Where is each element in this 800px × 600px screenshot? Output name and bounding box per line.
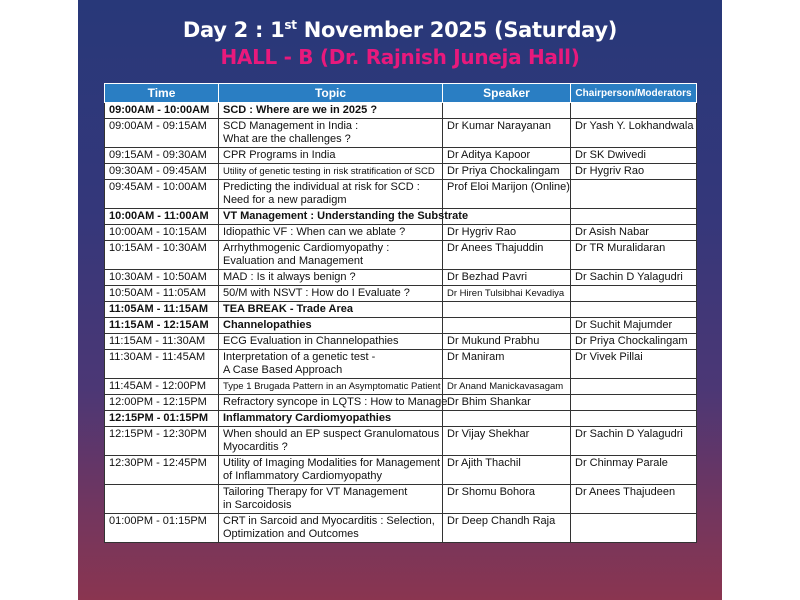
topic-line: Idiopathic VF : When can we ablate ?	[223, 226, 406, 238]
speaker-cell: Prof Eloi Marijon (Online)	[443, 180, 571, 209]
topic-line: Tailoring Therapy for VT Management	[223, 486, 408, 498]
talk-row	[105, 286, 697, 302]
topic-line: Refractory syncope in LQTS : How to Manage	[223, 396, 448, 408]
topic-line: of Inflammatory Cardiomyopathy	[223, 470, 382, 482]
chairperson-cell: Dr Sachin D Yalagudri	[571, 427, 697, 456]
speaker-cell: Dr Mukund Prabhu	[443, 334, 571, 350]
chairperson-cell: Dr SK Dwivedi	[571, 148, 697, 164]
time-cell: 11:15AM - 11:30AM	[105, 334, 219, 350]
topic-cell	[219, 164, 443, 180]
time-cell: 09:00AM - 09:15AM	[105, 119, 219, 148]
chairperson-cell	[571, 209, 697, 225]
topic-cell	[219, 119, 443, 148]
topic-line: Arrhythmogenic Cardiomyopathy :	[223, 242, 390, 254]
speaker-cell: Dr Deep Chandh Raja	[443, 514, 571, 543]
topic-line: VT Management : Understanding the Substrate	[223, 210, 469, 222]
topic-cell	[219, 286, 443, 302]
session-row	[105, 411, 697, 427]
topic-line: Need for a new paradigm	[223, 194, 347, 206]
time-cell: 11:15AM - 12:15AM	[105, 318, 219, 334]
speaker-cell: Dr Aditya Kapoor	[443, 148, 571, 164]
talk-row	[105, 350, 697, 379]
chairperson-cell	[571, 286, 697, 302]
topic-line: What are the challenges ?	[223, 133, 351, 145]
topic-line: Channelopathies	[223, 319, 312, 331]
talk-row	[105, 514, 697, 543]
chairperson-cell: Dr Priya Chockalingam	[571, 334, 697, 350]
talk-row	[105, 334, 697, 350]
schedule-panel	[78, 0, 722, 600]
topic-line: Predicting the individual at risk for SCD :	[223, 181, 420, 193]
topic-cell	[219, 350, 443, 379]
speaker-cell: Dr Hygriv Rao	[443, 225, 571, 241]
topic-cell	[219, 427, 443, 456]
time-cell: 12:00PM - 12:15PM	[105, 395, 219, 411]
talk-row	[105, 456, 697, 485]
topic-line: Myocarditis ?	[223, 441, 288, 453]
talk-row	[105, 119, 697, 148]
talk-row	[105, 241, 697, 270]
speaker-cell	[443, 411, 571, 427]
topic-line: 50/M with NSVT : How do I Evaluate ?	[223, 287, 410, 299]
topic-cell	[219, 270, 443, 286]
topic-line: A Case Based Approach	[223, 364, 343, 376]
session-row	[105, 209, 697, 225]
topic-cell	[219, 148, 443, 164]
time-cell: 10:00AM - 10:15AM	[105, 225, 219, 241]
speaker-cell: Dr Bezhad Pavri	[443, 270, 571, 286]
time-cell: 10:50AM - 11:05AM	[105, 286, 219, 302]
chairperson-cell: Dr Vivek Pillai	[571, 350, 697, 379]
hall-title: HALL - B (Dr. Rajnish Juneja Hall)	[220, 45, 580, 69]
talk-row	[105, 225, 697, 241]
speaker-cell: Dr Anand Manickavasagam	[443, 379, 571, 395]
speaker-cell: Dr Bhim Shankar	[443, 395, 571, 411]
speaker-cell: Dr Kumar Narayanan	[443, 119, 571, 148]
topic-cell	[219, 225, 443, 241]
talk-row	[105, 395, 697, 411]
topic-line: Inflammatory Cardiomyopathies	[223, 412, 392, 424]
topic-line: Evaluation and Management	[223, 255, 364, 267]
topic-cell	[219, 209, 469, 225]
header-time: Time	[105, 84, 219, 103]
topic-cell	[219, 318, 443, 334]
topic-line: CPR Programs in India	[223, 149, 336, 161]
time-cell: 09:00AM - 10:00AM	[105, 103, 219, 119]
talk-row	[105, 485, 697, 514]
talk-row	[105, 270, 697, 286]
topic-line: Type 1 Brugada Pattern in an Asymptomatic Patient	[223, 381, 441, 392]
chairperson-cell: Dr Sachin D Yalagudri	[571, 270, 697, 286]
time-cell: 10:15AM - 10:30AM	[105, 241, 219, 270]
header-chairperson: Chairperson/Moderators	[571, 84, 697, 103]
topic-line: ECG Evaluation in Channelopathies	[223, 335, 399, 347]
speaker-cell	[443, 302, 571, 318]
topic-line: SCD Management in India :	[223, 120, 359, 132]
schedule-table	[104, 83, 697, 543]
topic-cell	[219, 514, 443, 543]
time-cell: 10:00AM - 11:00AM	[105, 209, 219, 225]
chairperson-cell	[571, 379, 697, 395]
topic-line: in Sarcoidosis	[223, 499, 292, 511]
topic-cell	[219, 411, 443, 427]
topic-cell	[219, 302, 443, 318]
time-cell	[105, 485, 219, 514]
time-cell: 12:30PM - 12:45PM	[105, 456, 219, 485]
header-speaker: Speaker	[443, 84, 571, 103]
talk-row	[105, 379, 697, 395]
time-cell: 09:45AM - 10:00AM	[105, 180, 219, 209]
session-row	[105, 318, 697, 334]
topic-cell	[219, 180, 443, 209]
time-cell: 12:15PM - 12:30PM	[105, 427, 219, 456]
topic-cell	[219, 485, 443, 514]
topic-line: MAD : Is it always benign ?	[223, 271, 356, 283]
talk-row	[105, 427, 697, 456]
chairperson-cell: Dr TR Muralidaran	[571, 241, 697, 270]
time-cell: 11:05AM - 11:15AM	[105, 302, 219, 318]
speaker-cell: Dr Hiren Tulsibhai Kevadiya	[443, 286, 571, 302]
chairperson-cell	[571, 514, 697, 543]
talk-row	[105, 148, 697, 164]
time-cell: 09:30AM - 09:45AM	[105, 164, 219, 180]
header-topic: Topic	[219, 84, 443, 103]
speaker-cell: Dr Ajith Thachil	[443, 456, 571, 485]
chairperson-cell: Dr Chinmay Parale	[571, 456, 697, 485]
chairperson-cell	[571, 180, 697, 209]
chairperson-cell: Dr Hygriv Rao	[571, 164, 697, 180]
time-cell: 11:45AM - 12:00PM	[105, 379, 219, 395]
topic-line: When should an EP suspect Granulomatous	[223, 428, 440, 440]
session-row	[105, 103, 697, 119]
speaker-cell: Dr Anees Thajuddin	[443, 241, 571, 270]
speaker-cell	[443, 318, 571, 334]
chairperson-cell: Dr Asish Nabar	[571, 225, 697, 241]
schedule-body	[105, 103, 697, 543]
time-cell: 10:30AM - 10:50AM	[105, 270, 219, 286]
speaker-cell	[443, 103, 571, 119]
chairperson-cell	[571, 411, 697, 427]
topic-cell	[219, 241, 443, 270]
topic-cell	[219, 395, 448, 411]
talk-row	[105, 180, 697, 209]
day-title: Day 2 : 1st November 2025 (Saturday)	[182, 18, 618, 42]
topic-line: CRT in Sarcoid and Myocarditis : Selection,	[223, 515, 435, 527]
topic-line: Utility of Imaging Modalities for Management	[223, 457, 441, 469]
time-cell: 09:15AM - 09:30AM	[105, 148, 219, 164]
time-cell: 12:15PM - 01:15PM	[105, 411, 219, 427]
chairperson-cell: Dr Anees Thajudeen	[571, 485, 697, 514]
session-row	[105, 302, 697, 318]
topic-line: SCD : Where are we in 2025 ?	[223, 104, 378, 116]
topic-cell	[219, 379, 443, 395]
topic-line: Utility of genetic testing in risk stratification of SCD	[223, 166, 435, 177]
time-cell: 01:00PM - 01:15PM	[105, 514, 219, 543]
topic-cell	[219, 103, 443, 119]
time-cell: 11:30AM - 11:45AM	[105, 350, 219, 379]
speaker-cell: Dr Maniram	[443, 350, 571, 379]
topic-line: TEA BREAK - Trade Area	[223, 303, 353, 315]
chairperson-cell: Dr Suchit Majumder	[571, 318, 697, 334]
chairperson-cell	[571, 103, 697, 119]
talk-row	[105, 164, 697, 180]
topic-line: Optimization and Outcomes	[223, 528, 359, 540]
chairperson-cell	[571, 302, 697, 318]
chairperson-cell	[571, 395, 697, 411]
topic-cell	[219, 456, 443, 485]
topic-cell	[219, 334, 443, 350]
table-header-row	[105, 84, 697, 103]
speaker-cell: Dr Vijay Shekhar	[443, 427, 571, 456]
chairperson-cell: Dr Yash Y. Lokhandwala	[571, 119, 697, 148]
speaker-cell: Dr Shomu Bohora	[443, 485, 571, 514]
speaker-cell: Dr Priya Chockalingam	[443, 164, 571, 180]
topic-line: Interpretation of a genetic test -	[223, 351, 376, 363]
